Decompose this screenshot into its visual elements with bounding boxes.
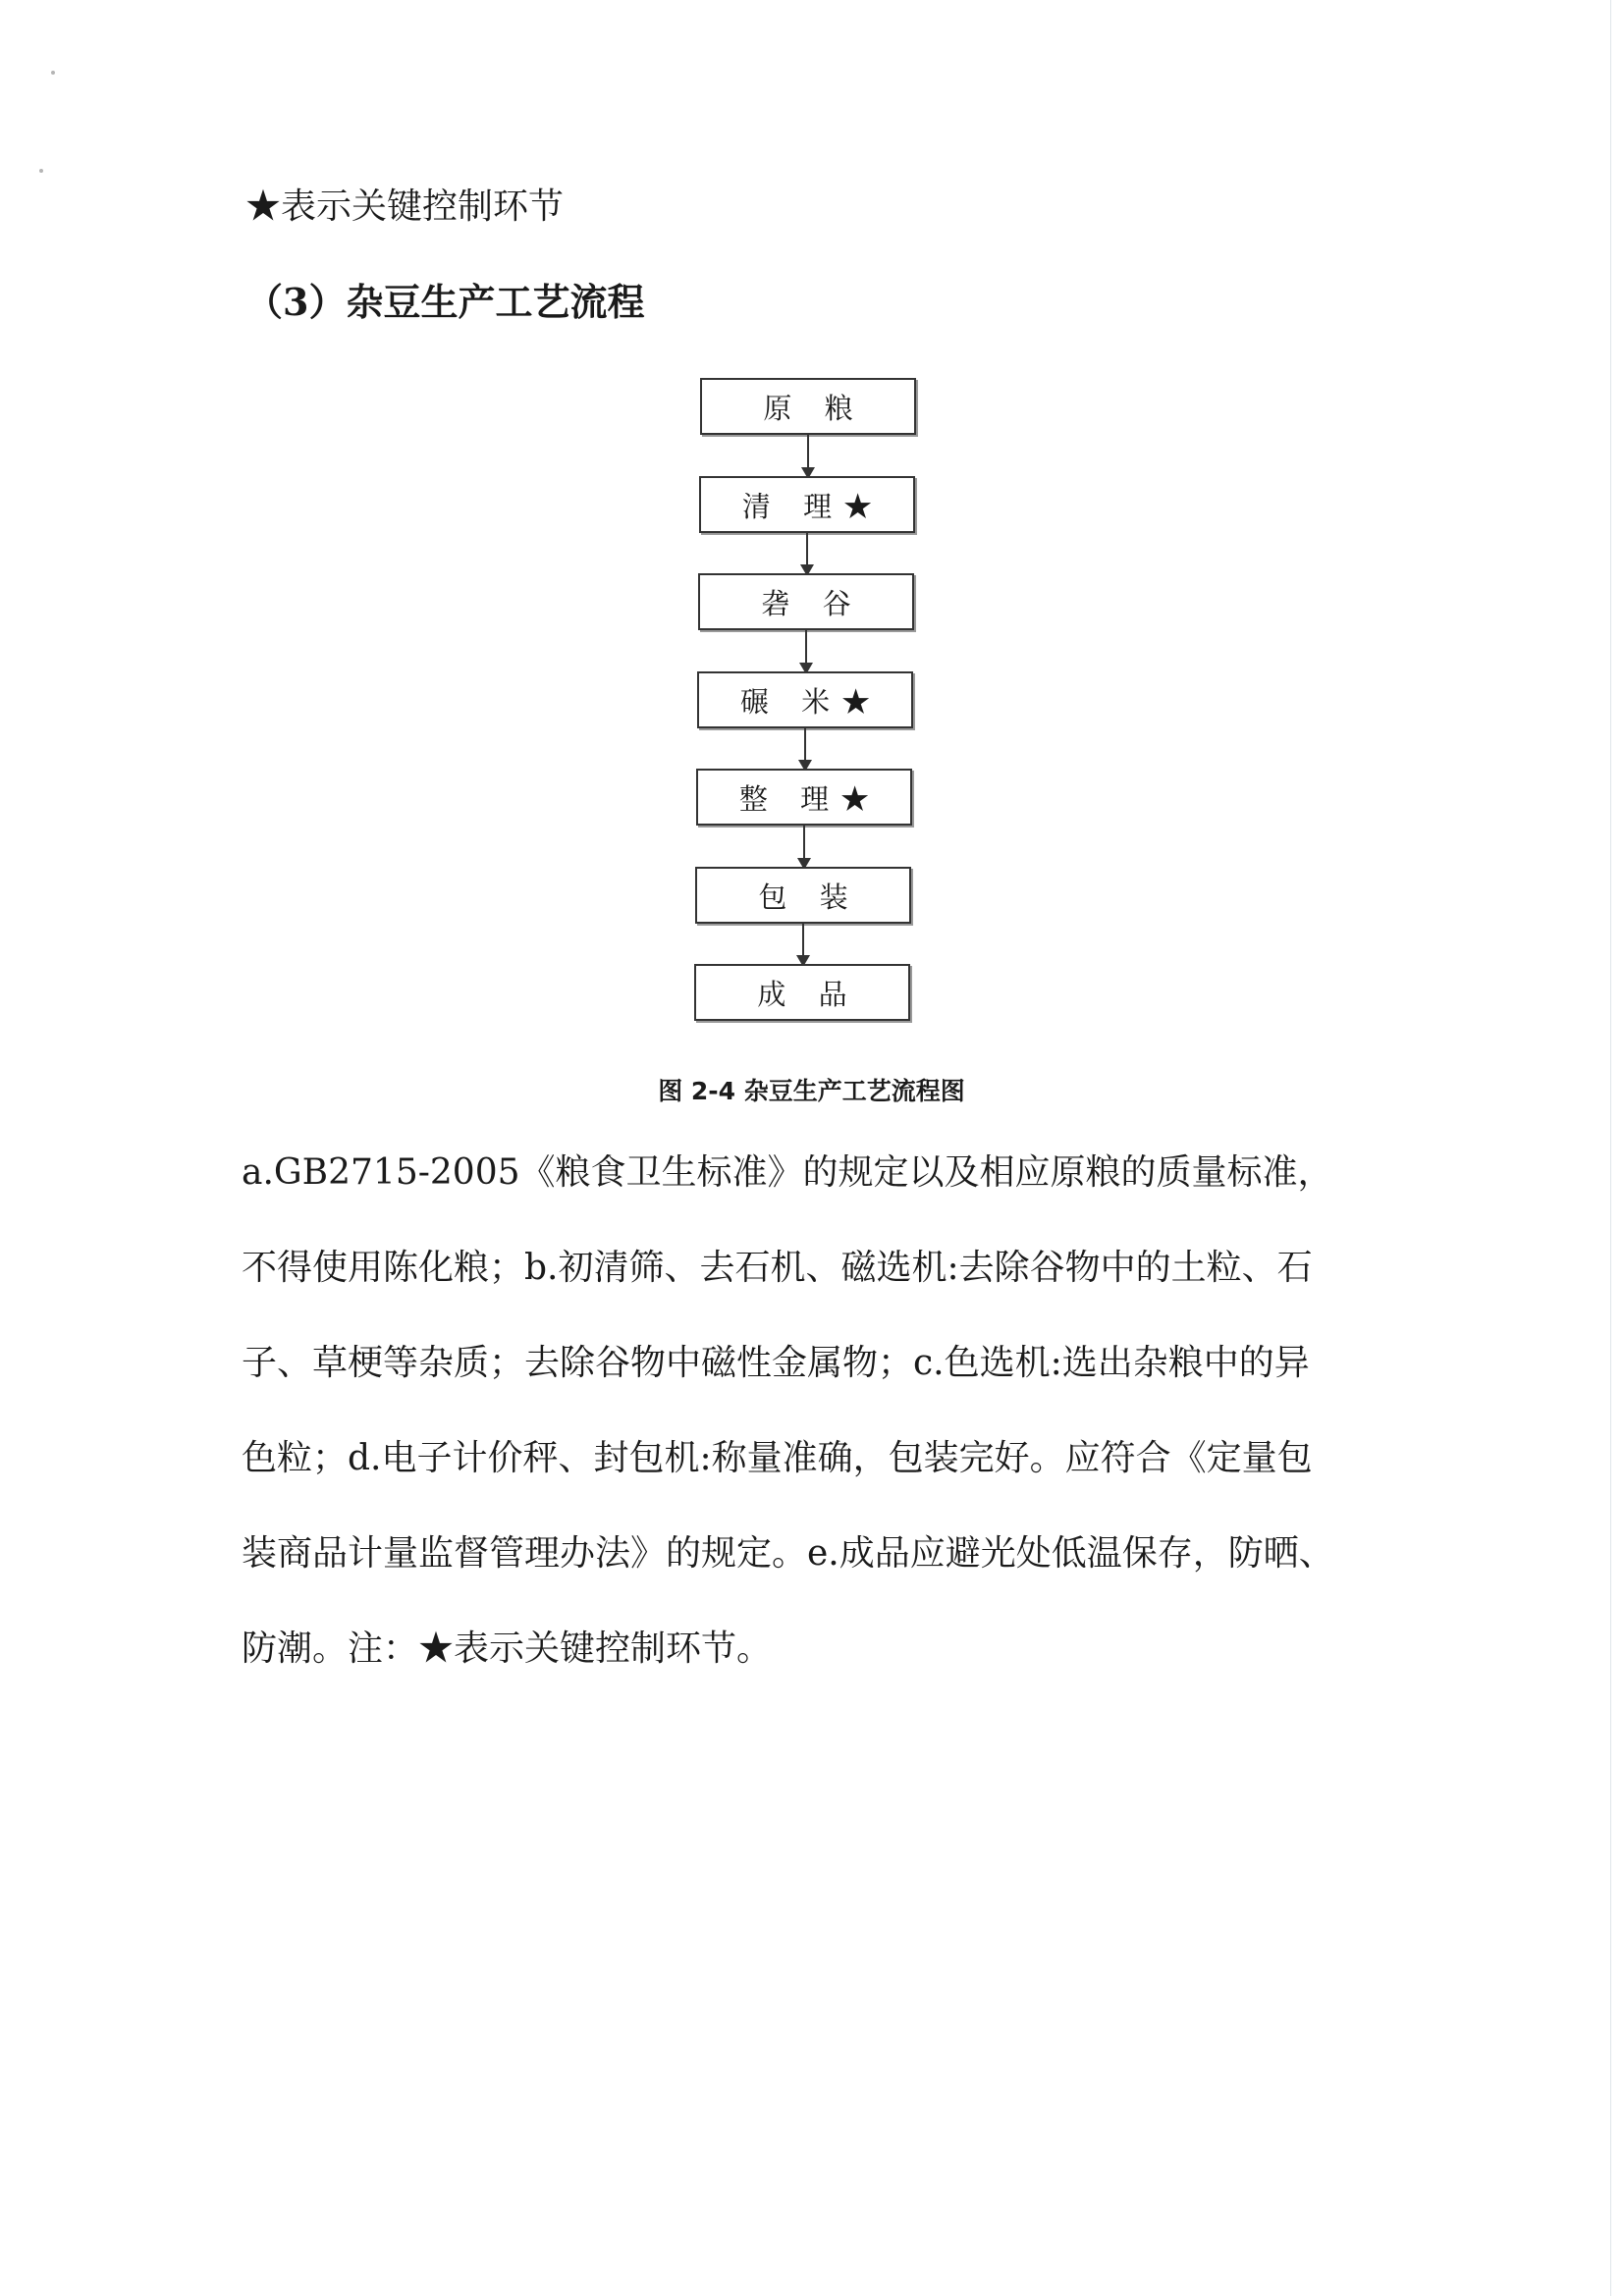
flow-arrow bbox=[802, 924, 804, 965]
flow-step-cleaning: 清 理★ bbox=[699, 476, 915, 533]
scan-speck bbox=[51, 71, 55, 75]
flow-arrow bbox=[807, 435, 809, 477]
flow-step-husking: 砻 谷 bbox=[698, 573, 914, 630]
paragraph-line: 防潮。注：★表示关键控制环节。 bbox=[242, 1629, 773, 1669]
flow-arrow bbox=[806, 533, 808, 574]
paragraph-line: 色粒；d.电子计价秤、封包机:称量准确，包装完好。应符合《定量包 bbox=[242, 1438, 1313, 1478]
scan-speck bbox=[39, 169, 43, 173]
figure-caption: 图 2-4 杂豆生产工艺流程图 bbox=[658, 1077, 965, 1105]
paragraph-line: 不得使用陈化粮；b.初清筛、去石机、磁选机:去除谷物中的土粒、石 bbox=[242, 1248, 1313, 1288]
key-control-note: ★表示关键控制环节 bbox=[245, 187, 565, 227]
flow-step-packaging: 包 装 bbox=[695, 867, 911, 924]
paragraph-line: 子、草梗等杂质；去除谷物中磁性金属物；c.色选机:选出杂粮中的异 bbox=[242, 1343, 1310, 1383]
flow-step-finished-product: 成 品 bbox=[694, 964, 910, 1021]
flow-step-milling: 碾 米★ bbox=[697, 671, 913, 728]
flow-step-sorting: 整 理★ bbox=[696, 769, 912, 826]
flow-arrow bbox=[805, 630, 807, 672]
flow-arrow bbox=[804, 728, 806, 770]
scan-edge-line bbox=[1610, 0, 1611, 2296]
section-heading: （3）杂豆生产工艺流程 bbox=[245, 280, 645, 324]
flow-step-raw-grain: 原 粮 bbox=[700, 378, 916, 435]
flow-arrow bbox=[803, 826, 805, 868]
paragraph-line: a.GB2715-2005《粮食卫生标准》的规定以及相应原粮的质量标准， bbox=[242, 1152, 1333, 1193]
paragraph-line: 装商品计量监督管理办法》的规定。e.成品应避光处低温保存，防晒、 bbox=[242, 1533, 1334, 1574]
